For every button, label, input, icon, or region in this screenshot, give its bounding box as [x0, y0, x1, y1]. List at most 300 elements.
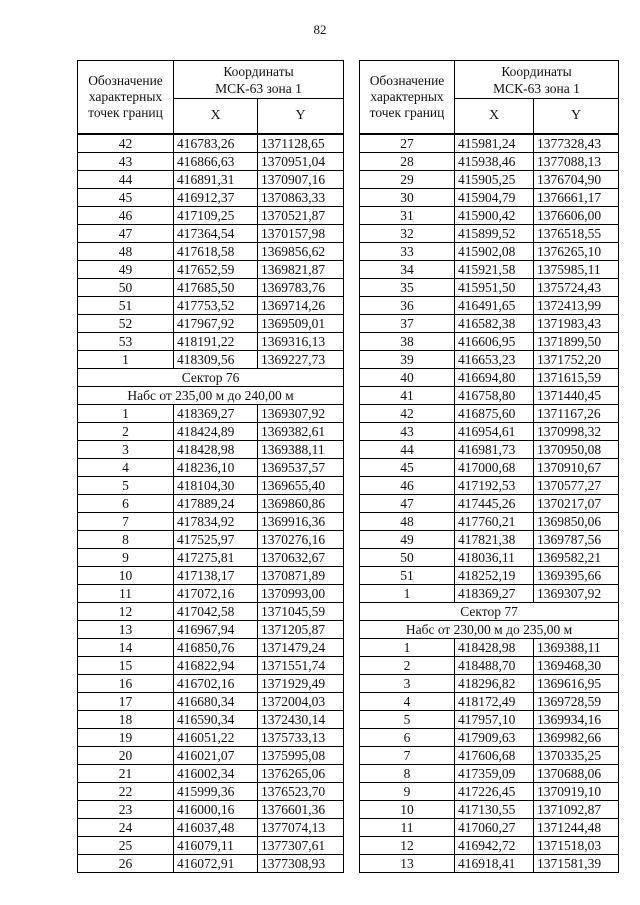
point-number: 6 [360, 729, 455, 747]
x-coordinate: 416002,34 [174, 765, 258, 783]
y-coordinate: 1369982,66 [534, 729, 619, 747]
x-coordinate: 418252,19 [455, 567, 534, 585]
y-coordinate: 1377088,13 [534, 153, 619, 171]
x-coordinate: 417109,25 [174, 207, 258, 225]
point-number: 10 [78, 567, 174, 585]
x-coordinate: 417072,16 [174, 585, 258, 603]
y-coordinate: 1369388,11 [258, 441, 344, 459]
table-row [78, 513, 344, 531]
table-row [78, 837, 344, 855]
table-row [78, 315, 344, 333]
y-coordinate: 1369616,95 [534, 675, 619, 693]
y-coordinate: 1370632,67 [258, 549, 344, 567]
table-row [78, 621, 344, 639]
y-coordinate: 1369916,36 [258, 513, 344, 531]
table-row [78, 134, 344, 153]
x-coordinate: 415981,24 [455, 134, 534, 153]
table-row [360, 783, 619, 801]
table-row [78, 243, 344, 261]
x-coordinate: 417445,26 [455, 495, 534, 513]
table-row [360, 855, 619, 873]
left-table-body [78, 134, 344, 873]
table-row [78, 171, 344, 189]
table-row [78, 531, 344, 549]
x-coordinate: 415921,58 [455, 261, 534, 279]
point-number: 53 [78, 333, 174, 351]
y-coordinate: 1376265,06 [258, 765, 344, 783]
table-row [78, 189, 344, 207]
table-row [78, 423, 344, 441]
x-coordinate: 417130,55 [455, 801, 534, 819]
y-coordinate: 1372413,99 [534, 297, 619, 315]
x-coordinate: 416694,80 [455, 369, 534, 387]
x-coordinate: 416875,60 [455, 405, 534, 423]
table-row [78, 225, 344, 243]
x-coordinate: 417525,97 [174, 531, 258, 549]
y-coordinate: 1371440,45 [534, 387, 619, 405]
section-label: Набс от 230,00 м до 235,00 м [360, 621, 619, 639]
y-coordinate: 1369395,66 [534, 567, 619, 585]
point-number: 15 [78, 657, 174, 675]
y-coordinate: 1371045,59 [258, 603, 344, 621]
x-coordinate: 416653,23 [455, 351, 534, 369]
coordinates-title: Координаты [223, 63, 294, 79]
y-coordinate: 1369307,92 [258, 405, 344, 423]
table-row [360, 297, 619, 315]
point-number: 51 [360, 567, 455, 585]
x-coordinate: 416079,11 [174, 837, 258, 855]
x-coordinate: 416680,34 [174, 693, 258, 711]
y-coordinate: 1369382,61 [258, 423, 344, 441]
x-coordinate: 416000,16 [174, 801, 258, 819]
point-number: 7 [78, 513, 174, 531]
point-number: 3 [360, 675, 455, 693]
y-coordinate: 1369509,01 [258, 315, 344, 333]
y-coordinate: 1370951,04 [258, 153, 344, 171]
point-number: 3 [78, 441, 174, 459]
point-number: 47 [360, 495, 455, 513]
point-number: 13 [78, 621, 174, 639]
x-coordinate: 415938,46 [455, 153, 534, 171]
x-coordinate: 418172,49 [455, 693, 534, 711]
x-coordinate: 417275,81 [174, 549, 258, 567]
y-coordinate: 1370907,16 [258, 171, 344, 189]
y-coordinate: 1377307,61 [258, 837, 344, 855]
table-row [78, 549, 344, 567]
x-coordinate: 417685,50 [174, 279, 258, 297]
table-row [360, 243, 619, 261]
x-coordinate: 415999,36 [174, 783, 258, 801]
x-coordinate: 416606,95 [455, 333, 534, 351]
table-row [360, 747, 619, 765]
section-label: Набс от 235,00 м до 240,00 м [78, 387, 344, 405]
point-number: 49 [360, 531, 455, 549]
y-coordinate: 1370335,25 [534, 747, 619, 765]
x-coordinate: 417359,09 [455, 765, 534, 783]
y-coordinate: 1369787,56 [534, 531, 619, 549]
x-coordinate: 415904,79 [455, 189, 534, 207]
point-number: 52 [78, 315, 174, 333]
y-coordinate: 1370688,06 [534, 765, 619, 783]
x-coordinate: 416866,63 [174, 153, 258, 171]
y-coordinate: 1369655,40 [258, 477, 344, 495]
table-row [360, 693, 619, 711]
point-number: 49 [78, 261, 174, 279]
section-row [360, 603, 619, 621]
point-number: 1 [78, 351, 174, 369]
x-coordinate: 415951,50 [455, 279, 534, 297]
coordinates-header [174, 61, 344, 99]
point-number: 8 [360, 765, 455, 783]
table-row [360, 477, 619, 495]
point-number: 45 [78, 189, 174, 207]
x-coordinate: 417889,24 [174, 495, 258, 513]
x-coordinate: 417364,54 [174, 225, 258, 243]
table-row [360, 351, 619, 369]
point-number: 34 [360, 261, 455, 279]
x-coordinate: 417606,68 [455, 747, 534, 765]
table-row [78, 603, 344, 621]
table-row [78, 477, 344, 495]
x-coordinate: 417957,10 [455, 711, 534, 729]
x-coordinate: 416822,94 [174, 657, 258, 675]
point-number: 13 [360, 855, 455, 873]
y-coordinate: 1376265,10 [534, 243, 619, 261]
y-coordinate: 1376704,90 [534, 171, 619, 189]
y-coordinate: 1369783,76 [258, 279, 344, 297]
x-coordinate: 416021,07 [174, 747, 258, 765]
x-coordinate: 417226,45 [455, 783, 534, 801]
point-number: 43 [360, 423, 455, 441]
table-row [78, 297, 344, 315]
y-coordinate: 1377074,13 [258, 819, 344, 837]
y-coordinate: 1370871,89 [258, 567, 344, 585]
point-number: 20 [78, 747, 174, 765]
y-coordinate: 1369860,86 [258, 495, 344, 513]
point-number: 38 [360, 333, 455, 351]
y-coordinate: 1376523,70 [258, 783, 344, 801]
table-row [360, 171, 619, 189]
y-coordinate: 1371929,49 [258, 675, 344, 693]
x-coordinate: 418296,82 [455, 675, 534, 693]
y-coordinate: 1370998,32 [534, 423, 619, 441]
x-coordinate: 416918,41 [455, 855, 534, 873]
point-number: 23 [78, 801, 174, 819]
table-row [360, 189, 619, 207]
y-column-header: Y [534, 99, 619, 135]
table-row [78, 693, 344, 711]
table-row [360, 459, 619, 477]
coordinates-title: Координаты [501, 63, 572, 79]
point-number: 31 [360, 207, 455, 225]
x-coordinate: 415902,08 [455, 243, 534, 261]
y-coordinate: 1369850,06 [534, 513, 619, 531]
point-number: 33 [360, 243, 455, 261]
table-row [78, 207, 344, 225]
table-row [360, 675, 619, 693]
x-coordinate: 418428,98 [455, 639, 534, 657]
x-coordinate: 416942,72 [455, 837, 534, 855]
point-number: 1 [360, 639, 455, 657]
y-coordinate: 1371551,74 [258, 657, 344, 675]
point-number: 50 [78, 279, 174, 297]
point-number: 9 [360, 783, 455, 801]
x-coordinate: 417753,52 [174, 297, 258, 315]
coordinates-header [455, 61, 619, 99]
coordinate-system: МСК-63 зона 1 [215, 80, 302, 96]
table-row [360, 387, 619, 405]
point-number: 5 [360, 711, 455, 729]
table-row [360, 279, 619, 297]
section-row [78, 387, 344, 405]
y-coordinate: 1370950,08 [534, 441, 619, 459]
coordinates-table-right [359, 60, 619, 873]
y-coordinate: 1371479,24 [258, 639, 344, 657]
table-row [78, 783, 344, 801]
x-coordinate: 417760,21 [455, 513, 534, 531]
coordinates-table-left [77, 60, 344, 873]
table-row [360, 405, 619, 423]
table-row [360, 333, 619, 351]
x-coordinate: 417909,63 [455, 729, 534, 747]
y-coordinate: 1377308,93 [258, 855, 344, 873]
table-row [78, 765, 344, 783]
point-number: 28 [360, 153, 455, 171]
table-row [78, 729, 344, 747]
table-row [360, 819, 619, 837]
point-number: 39 [360, 351, 455, 369]
x-coordinate: 418369,27 [174, 405, 258, 423]
point-number: 6 [78, 495, 174, 513]
point-number: 11 [78, 585, 174, 603]
y-coordinate: 1371581,39 [534, 855, 619, 873]
point-number: 46 [78, 207, 174, 225]
point-number: 4 [78, 459, 174, 477]
y-coordinate: 1376601,36 [258, 801, 344, 819]
y-coordinate: 1369307,92 [534, 585, 619, 603]
section-label: Сектор 77 [360, 603, 619, 621]
table-row [360, 153, 619, 171]
table-row [78, 639, 344, 657]
y-coordinate: 1375995,08 [258, 747, 344, 765]
y-coordinate: 1369728,59 [534, 693, 619, 711]
table-row [78, 261, 344, 279]
point-number: 22 [78, 783, 174, 801]
table-row [360, 639, 619, 657]
point-number: 1 [78, 405, 174, 423]
point-number: 26 [78, 855, 174, 873]
x-column-header: X [455, 99, 534, 135]
table-row [360, 585, 619, 603]
y-coordinate: 1370217,07 [534, 495, 619, 513]
point-number: 44 [78, 171, 174, 189]
y-coordinate: 1375985,11 [534, 261, 619, 279]
point-number: 16 [78, 675, 174, 693]
point-number: 8 [78, 531, 174, 549]
table-row [360, 513, 619, 531]
table-row [78, 441, 344, 459]
table-row [360, 495, 619, 513]
point-number: 21 [78, 765, 174, 783]
table-row [360, 315, 619, 333]
point-number: 44 [360, 441, 455, 459]
y-coordinate: 1371167,26 [534, 405, 619, 423]
table-row [360, 837, 619, 855]
point-number: 5 [78, 477, 174, 495]
point-number: 11 [360, 819, 455, 837]
x-coordinate: 415899,52 [455, 225, 534, 243]
y-coordinate: 1371205,87 [258, 621, 344, 639]
point-number: 19 [78, 729, 174, 747]
x-coordinate: 418191,22 [174, 333, 258, 351]
point-number: 27 [360, 134, 455, 153]
x-coordinate: 417967,92 [174, 315, 258, 333]
point-number: 12 [78, 603, 174, 621]
table-row [78, 747, 344, 765]
x-coordinate: 416912,37 [174, 189, 258, 207]
table-row [78, 351, 344, 369]
x-coordinate: 416758,80 [455, 387, 534, 405]
x-coordinate: 416967,94 [174, 621, 258, 639]
section-row [78, 369, 344, 387]
page-number: 82 [313, 22, 327, 37]
y-coordinate: 1369388,11 [534, 639, 619, 657]
table-row [360, 225, 619, 243]
y-coordinate: 1370276,16 [258, 531, 344, 549]
table-row [360, 531, 619, 549]
point-number: 46 [360, 477, 455, 495]
x-coordinate: 415900,42 [455, 207, 534, 225]
x-coordinate: 417834,92 [174, 513, 258, 531]
y-coordinate: 1369316,13 [258, 333, 344, 351]
table-row [360, 207, 619, 225]
point-number: 51 [78, 297, 174, 315]
point-number: 10 [360, 801, 455, 819]
table-row [78, 675, 344, 693]
y-coordinate: 1369714,26 [258, 297, 344, 315]
table-row [78, 495, 344, 513]
x-coordinate: 418036,11 [455, 549, 534, 567]
table-row [78, 711, 344, 729]
table-row [360, 801, 619, 819]
point-number: 14 [78, 639, 174, 657]
point-number: 17 [78, 693, 174, 711]
y-coordinate: 1375724,43 [534, 279, 619, 297]
point-number: 45 [360, 459, 455, 477]
point-number: 40 [360, 369, 455, 387]
y-coordinate: 1376606,00 [534, 207, 619, 225]
table-row [78, 405, 344, 423]
x-coordinate: 417618,58 [174, 243, 258, 261]
x-coordinate: 418424,89 [174, 423, 258, 441]
table-row [360, 729, 619, 747]
point-number: 32 [360, 225, 455, 243]
y-coordinate: 1376518,55 [534, 225, 619, 243]
point-number: 48 [360, 513, 455, 531]
x-coordinate: 417652,59 [174, 261, 258, 279]
point-number: 7 [360, 747, 455, 765]
y-coordinate: 1375733,13 [258, 729, 344, 747]
point-number: 43 [78, 153, 174, 171]
y-coordinate: 1370521,87 [258, 207, 344, 225]
x-coordinate: 416582,38 [455, 315, 534, 333]
y-coordinate: 1369934,16 [534, 711, 619, 729]
x-coordinate: 417138,17 [174, 567, 258, 585]
y-coordinate: 1371752,20 [534, 351, 619, 369]
y-coordinate: 1369537,57 [258, 459, 344, 477]
point-number: 9 [78, 549, 174, 567]
designation-header: Обозначение характерных точек границ [78, 61, 174, 135]
y-coordinate: 1370157,98 [258, 225, 344, 243]
point-number: 47 [78, 225, 174, 243]
right-table-body [360, 134, 619, 873]
table-row [360, 711, 619, 729]
x-coordinate: 417821,38 [455, 531, 534, 549]
point-number: 4 [360, 693, 455, 711]
y-coordinate: 1372004,03 [258, 693, 344, 711]
table-row [360, 657, 619, 675]
table-row [360, 423, 619, 441]
x-coordinate: 416702,16 [174, 675, 258, 693]
point-number: 24 [78, 819, 174, 837]
point-number: 30 [360, 189, 455, 207]
y-coordinate: 1371244,48 [534, 819, 619, 837]
y-column-header: Y [258, 99, 344, 135]
x-coordinate: 415905,25 [455, 171, 534, 189]
y-coordinate: 1371128,65 [258, 134, 344, 153]
y-coordinate: 1377328,43 [534, 134, 619, 153]
x-coordinate: 417060,27 [455, 819, 534, 837]
designation-header: Обозначение характерных точек границ [360, 61, 455, 135]
point-number: 36 [360, 297, 455, 315]
table-row [78, 459, 344, 477]
x-coordinate: 417000,68 [455, 459, 534, 477]
section-row [360, 621, 619, 639]
y-coordinate: 1369821,87 [258, 261, 344, 279]
x-coordinate: 418236,10 [174, 459, 258, 477]
x-column-header: X [174, 99, 258, 135]
point-number: 42 [78, 134, 174, 153]
y-coordinate: 1370910,67 [534, 459, 619, 477]
point-number: 50 [360, 549, 455, 567]
x-coordinate: 416491,65 [455, 297, 534, 315]
table-row [78, 657, 344, 675]
table-row [78, 153, 344, 171]
y-coordinate: 1376661,17 [534, 189, 619, 207]
table-row [360, 549, 619, 567]
point-number: 48 [78, 243, 174, 261]
x-coordinate: 416590,34 [174, 711, 258, 729]
y-coordinate: 1371518,03 [534, 837, 619, 855]
y-coordinate: 1371983,43 [534, 315, 619, 333]
y-coordinate: 1371092,87 [534, 801, 619, 819]
table-row [360, 369, 619, 387]
table-row [78, 819, 344, 837]
point-number: 29 [360, 171, 455, 189]
table-row [78, 855, 344, 873]
x-coordinate: 416954,61 [455, 423, 534, 441]
point-number: 37 [360, 315, 455, 333]
y-coordinate: 1369856,62 [258, 243, 344, 261]
x-coordinate: 416783,26 [174, 134, 258, 153]
x-coordinate: 416891,31 [174, 171, 258, 189]
x-coordinate: 417042,58 [174, 603, 258, 621]
x-coordinate: 416037,48 [174, 819, 258, 837]
y-coordinate: 1372430,14 [258, 711, 344, 729]
point-number: 18 [78, 711, 174, 729]
table-row [78, 585, 344, 603]
x-coordinate: 417192,53 [455, 477, 534, 495]
